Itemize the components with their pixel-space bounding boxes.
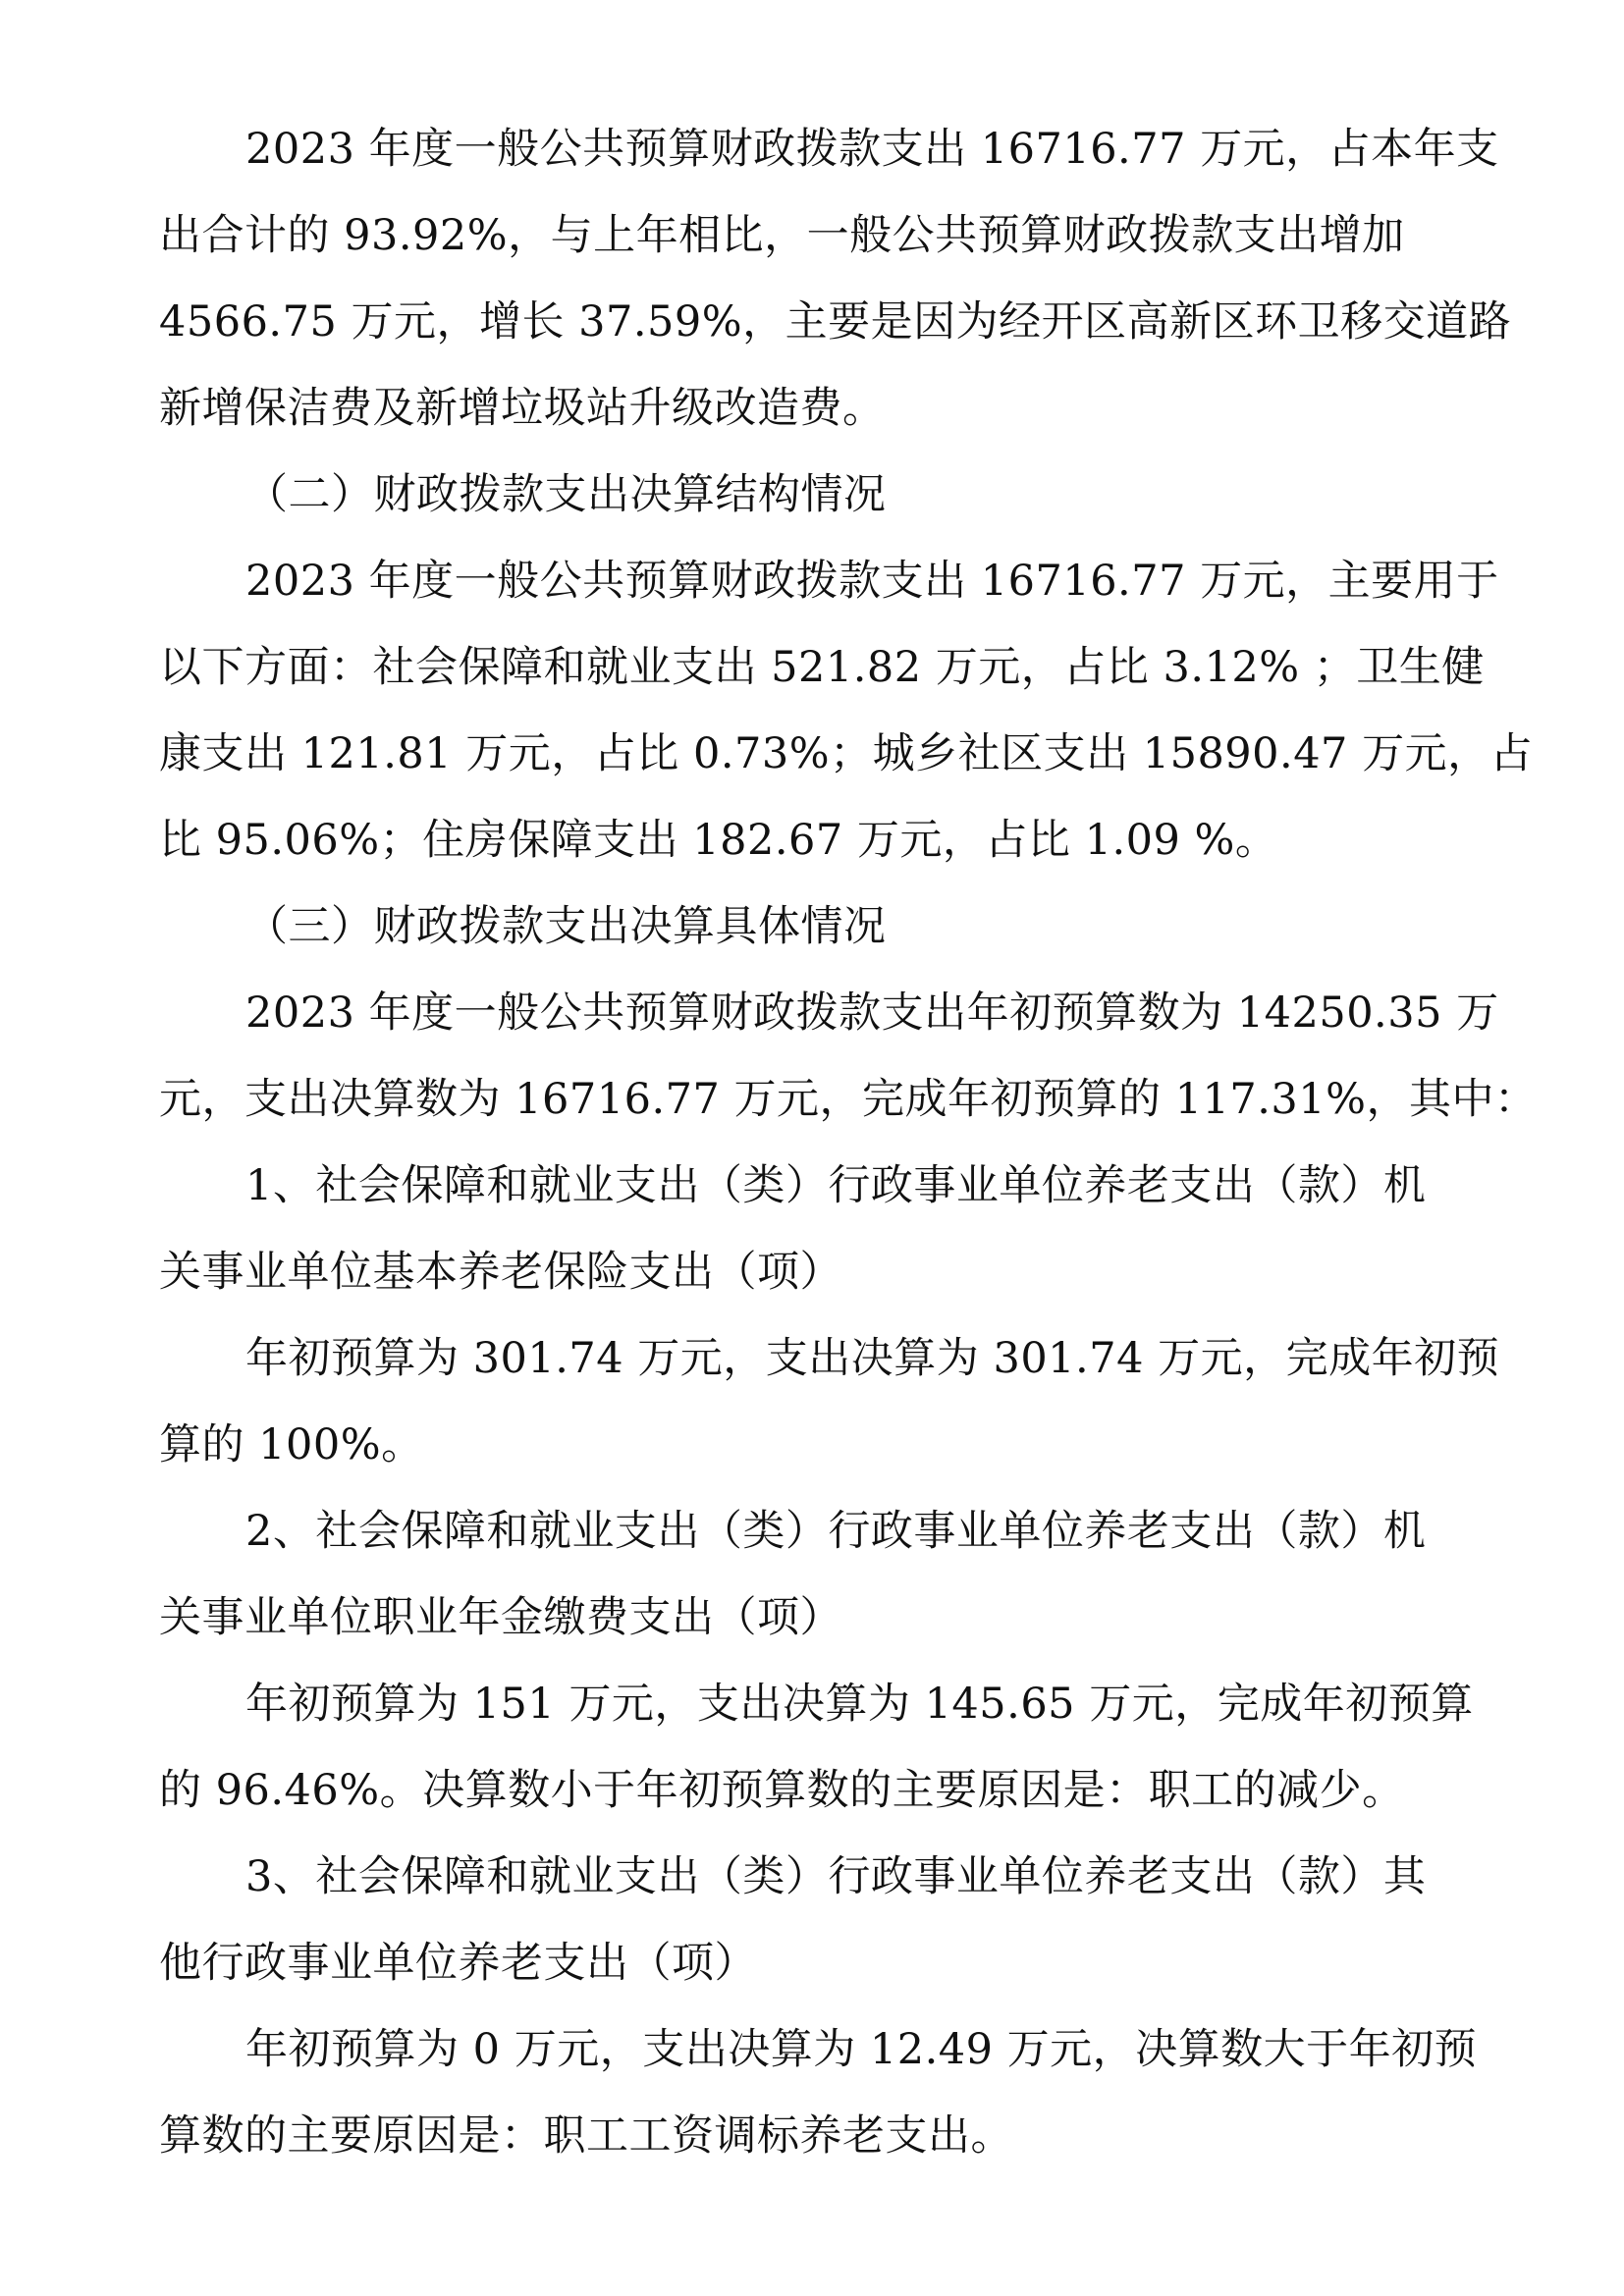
text-line: 出合计的 93.92%，与上年相比，一般公共预算财政拨款支出增加 [159, 211, 1405, 260]
item-3-body [159, 2006, 1478, 2179]
section-heading-details: （三）财政拨款支出决算具体情况 [245, 902, 887, 951]
section-heading-structure: （二）财政拨款支出决算结构情况 [245, 470, 887, 519]
paragraph-expenditure-structure [159, 538, 1534, 883]
paragraph-expenditure-total [159, 106, 1512, 452]
paragraph-budget-completion [159, 970, 1538, 1143]
item-1-title [159, 1143, 1465, 1315]
text-line: 2023 年度一般公共预算财政拨款支出 16716.77 万元，主要用于 [245, 557, 1499, 606]
text-line: 2、社会保障和就业支出（类）行政事业单位养老支出（款）机 [245, 1507, 1427, 1556]
text-line: 3、社会保障和就业支出（类）行政事业单位养老支出（款）其 [245, 1852, 1427, 1901]
item-2-body [159, 1661, 1474, 1834]
text-line: 以下方面：社会保障和就业支出 521.82 万元，占比 3.12% ；卫生健 [159, 643, 1485, 692]
text-line: 年初预算为 151 万元，支出决算为 145.65 万元，完成年初预算 [245, 1680, 1474, 1729]
text-line: 新增保洁费及新增垃圾站升级改造费。 [159, 384, 886, 433]
text-line: 2023 年度一般公共预算财政拨款支出年初预算数为 14250.35 万 [245, 988, 1499, 1038]
text-line: 比 95.06%；住房保障支出 182.67 万元，占比 1.09 %。 [159, 816, 1278, 865]
text-line: 4566.75 万元，增长 37.59%，主要是因为经开区高新区环卫移交道路 [159, 297, 1512, 347]
text-line: 1、社会保障和就业支出（类）行政事业单位养老支出（款）机 [245, 1161, 1427, 1210]
text-line: 元，支出决算数为 16716.77 万元，完成年初预算的 117.31%，其中： [159, 1075, 1538, 1124]
text-line: 年初预算为 301.74 万元，支出决算为 301.74 万元，完成年初预 [245, 1334, 1500, 1383]
text-line: 他行政事业单位养老支出（项） [159, 1939, 757, 1988]
item-2-title [159, 1488, 1465, 1661]
text-line: 的 96.46%。决算数小于年初预算数的主要原因是：职工的减少。 [159, 1766, 1405, 1815]
text-line: 年初预算为 0 万元，支出决算为 12.49 万元，决算数大于年初预 [245, 2025, 1478, 2074]
item-3-title [159, 1834, 1465, 2006]
text-line: 算的 100%。 [159, 1420, 424, 1469]
text-line: 康支出 121.81 万元，占比 0.73%；城乡社区支出 15890.47 万元，占 [159, 729, 1534, 778]
text-line: 2023 年度一般公共预算财政拨款支出 16716.77 万元，占本年支 [245, 125, 1499, 174]
text-line: 算数的主要原因是：职工工资调标养老支出。 [159, 2111, 1013, 2161]
document-page [159, 106, 1538, 2179]
text-line: 关事业单位职业年金缴费支出（项） [159, 1593, 842, 1642]
item-1-body [159, 1315, 1500, 1488]
text-line: 关事业单位基本养老保险支出（项） [159, 1248, 842, 1297]
